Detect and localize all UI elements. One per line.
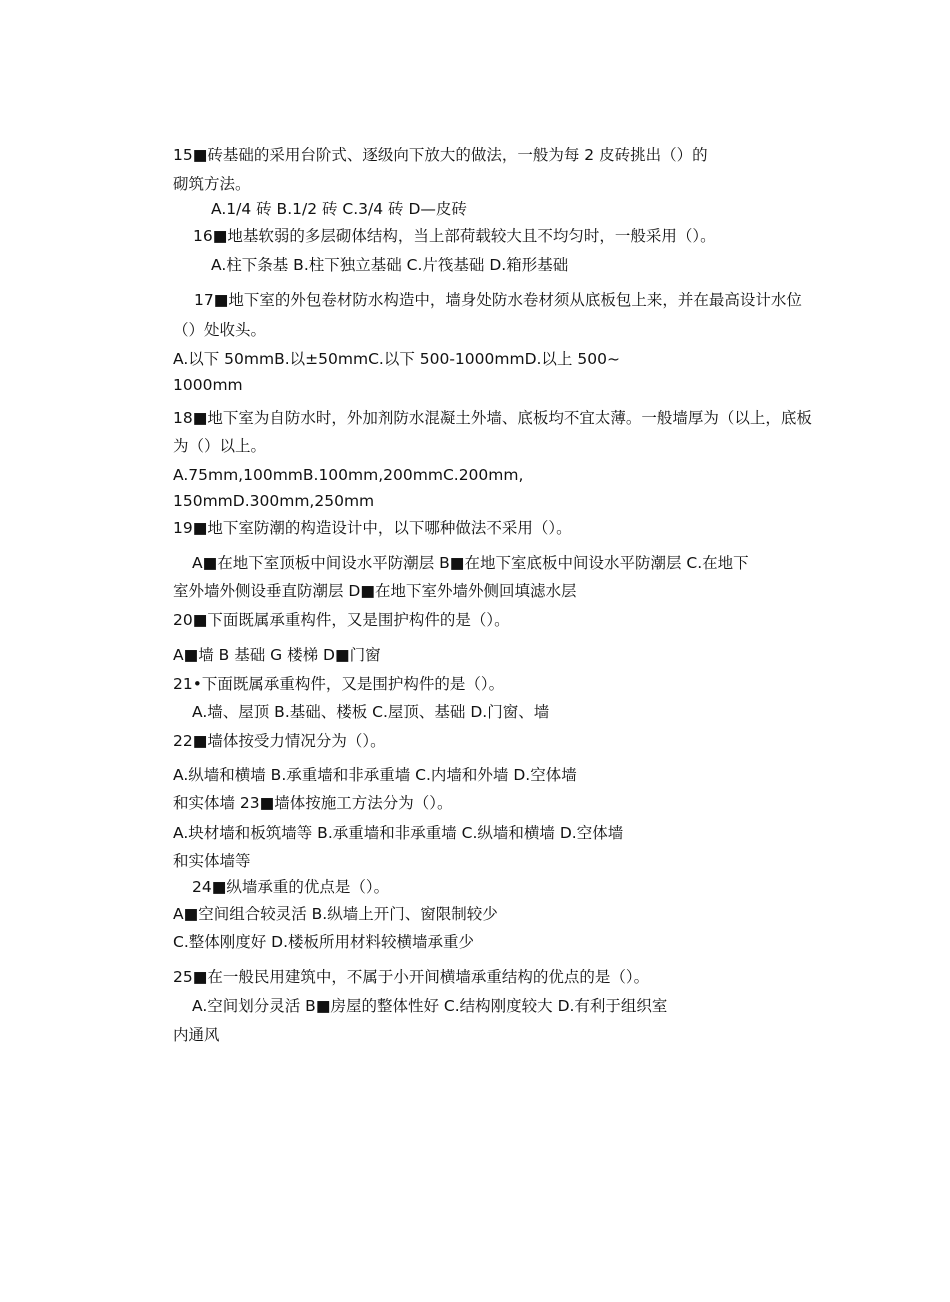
q23-options-1: A.块材墙和板筑墙等 B.承重墙和非承重墙 C.纵墙和横墙 D.空体墙	[173, 824, 624, 842]
q19-options-2: 室外墙外侧设垂直防潮层 D■在地下室外墙外侧回填滤水层	[173, 582, 577, 600]
q25-options-1: A.空间划分灵活 B■房屋的整体性好 C.结构刚度较大 D.有利于组织室	[192, 997, 668, 1015]
q22-options-2: 和实体墙 23■墙体按施工方法分为（）。	[173, 794, 453, 812]
q24-options-2: C.整体刚度好 D.楼板所用材料较横墙承重少	[173, 933, 475, 951]
q25-line-1: 25■在一般民用建筑中，不属于小开间横墙承重结构的优点的是（）。	[173, 968, 650, 986]
q22-line-1: 22■墙体按受力情况分为（）。	[173, 732, 386, 750]
q17-options-2: 1000mm	[173, 376, 243, 394]
q25-options-2: 内通风	[173, 1026, 220, 1044]
q18-line-1: 18■地下室为自防水时，外加剂防水混凝土外墙、底板均不宜太薄。一般墙厚为（以上，底板	[173, 409, 812, 427]
q24-line-1: 24■纵墙承重的优点是（）。	[192, 878, 390, 896]
q20-options: A■墙 B 基础 G 楼梯 D■门窗	[173, 646, 381, 664]
q15-line-1: 15■砖基础的采用台阶式、逐级向下放大的做法，一般为每 2 皮砖挑出（）的	[173, 146, 708, 164]
q21-line-1: 21•下面既属承重构件，又是围护构件的是（）。	[173, 675, 505, 693]
q20-line-1: 20■下面既属承重构件，又是围护构件的是（）。	[173, 611, 510, 629]
q18-options-1: A.75mm,100mmB.100mm,200mmC.200mm,	[173, 466, 524, 484]
q23-options-2: 和实体墙等	[173, 852, 251, 870]
q15-options: A.1/4 砖 B.1/2 砖 C.3/4 砖 D—皮砖	[211, 200, 467, 218]
q24-options-1: A■空间组合较灵活 B.纵墙上开门、窗限制较少	[173, 905, 498, 923]
q18-options-2: 150mmD.300mm,250mm	[173, 492, 375, 510]
q19-line-1: 19■地下室防潮的构造设计中，以下哪种做法不采用（）。	[173, 519, 572, 537]
q19-options-1: A■在地下室顶板中间设水平防潮层 B■在地下室底板中间设水平防潮层 C.在地下	[192, 554, 749, 572]
q16-options: A.柱下条基 B.柱下独立基础 C.片筏基础 D.箱形基础	[211, 256, 569, 274]
q17-options-1: A.以下 50mmB.以±50mmC.以下 500-1000mmD.以上 500~	[173, 350, 620, 368]
q16-line-1: 16■地基软弱的多层砌体结构，当上部荷载较大且不均匀时，一般采用（）。	[193, 227, 716, 245]
q17-line-1: 17■地下室的外包卷材防水构造中，墙身处防水卷材须从底板包上来，并在最高设计水位	[194, 291, 802, 309]
q21-options: A.墙、屋顶 B.基础、楼板 C.屋顶、基础 D.门窗、墙	[192, 703, 550, 721]
q15-line-2: 砌筑方法。	[173, 175, 251, 193]
q17-line-2: （）处收头。	[173, 321, 267, 339]
q22-options-1: A.纵墙和横墙 B.承重墙和非承重墙 C.内墙和外墙 D.空体墙	[173, 766, 577, 784]
q18-line-2: 为（）以上。	[173, 437, 267, 455]
